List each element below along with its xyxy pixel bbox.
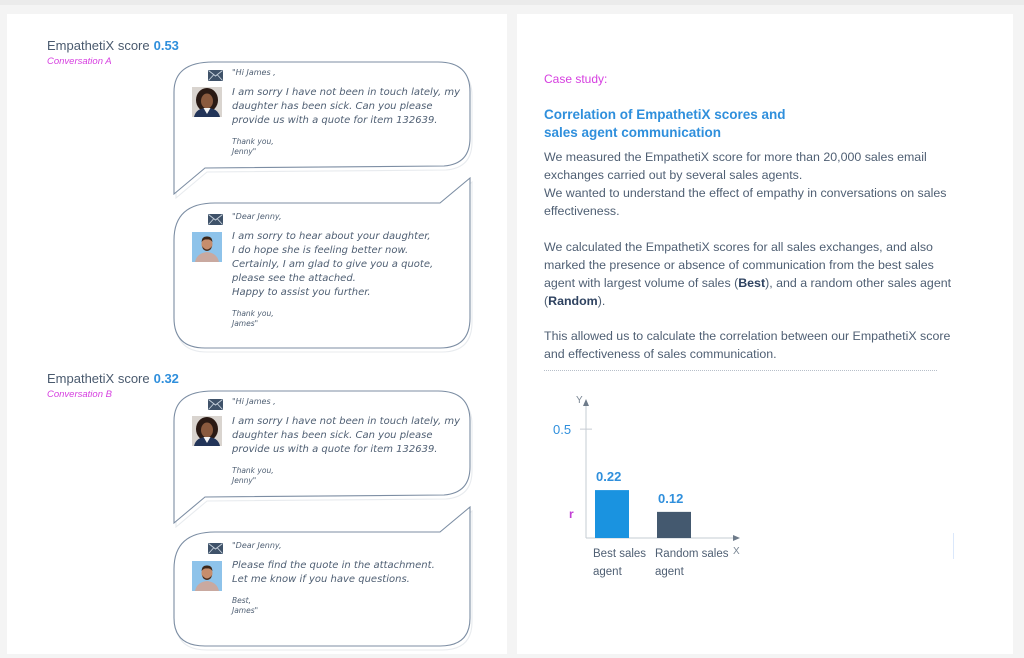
x-axis-arrow <box>733 535 740 541</box>
woman-avatar <box>192 87 222 117</box>
message-greeting: "Hi James , <box>232 397 276 406</box>
case-study-title <box>544 106 924 142</box>
message-greeting: "Hi James , <box>232 68 276 77</box>
message-body-line: I do hope she is feeling better now. <box>232 245 409 256</box>
mail-icon <box>208 214 223 225</box>
message-greeting: "Dear Jenny, <box>232 212 282 221</box>
paragraph-text: We measured the EmpathetiX score for more than 20,000 sales email exchanges carried out by several sales agents. <box>544 150 927 182</box>
message-body-line: Please find the quote in the attachment. <box>232 560 435 571</box>
bar-value-label: 0.12 <box>658 490 684 506</box>
score-value: 0.32 <box>153 371 179 386</box>
best-term: Best <box>738 276 766 290</box>
paragraph-conclusion: This allowed us to calculate the correlation between our EmpathetiX score and effectiveness of sales communication. <box>544 329 951 361</box>
category-label: agent <box>655 566 684 578</box>
score-line-b <box>47 371 179 386</box>
score-line-a <box>47 38 179 53</box>
mail-icon <box>208 70 223 81</box>
message-body-line: I am sorry to hear about your daughter, <box>232 231 431 242</box>
message-b-reply <box>232 541 462 616</box>
message-body-line: Happy to assist you further. <box>232 287 371 298</box>
message-body-line: Let me know if you have questions. <box>232 574 410 585</box>
message-body-line: please see the attached. <box>232 273 356 284</box>
message-a-incoming <box>232 68 462 157</box>
y-tick-label: 0.5 <box>553 422 572 438</box>
woman-avatar <box>192 416 222 446</box>
paragraph-method <box>544 238 954 310</box>
case-study-label: Case study: <box>544 72 608 86</box>
score-label: EmpathetiX score <box>47 38 150 53</box>
conversation-a-label: Conversation A <box>47 56 112 67</box>
category-label: Random sales <box>655 548 729 560</box>
message-signoff: Thank you, <box>232 309 274 318</box>
bar-value-label: 0.22 <box>596 469 622 485</box>
message-body: I am sorry I have not been in touch lately, my daughter has been sick. Can you please provide us with a quote for item 132639. <box>232 416 460 455</box>
title-line: sales agent communication <box>544 125 722 140</box>
man-avatar <box>192 561 222 591</box>
title-line: Correlation of EmpathetiX scores and <box>544 107 786 122</box>
correlation-bar-chart <box>540 385 770 585</box>
r-measure-label: r <box>569 507 574 521</box>
score-value: 0.53 <box>153 38 179 53</box>
message-signoff: Thank you, <box>232 137 274 146</box>
score-label: EmpathetiX score <box>47 371 150 386</box>
category-label: agent <box>593 566 622 578</box>
text-cursor <box>953 533 954 559</box>
x-axis-label: X <box>733 546 740 557</box>
message-a-reply <box>232 212 462 329</box>
paragraph-text: ). <box>597 294 606 308</box>
message-body-line: Certainly, I am glad to give you a quote, <box>232 259 434 270</box>
y-axis-label: Y <box>576 395 583 406</box>
message-signature: Jenny" <box>232 147 257 156</box>
y-axis-arrow <box>583 399 589 406</box>
man-avatar <box>192 232 222 262</box>
message-signoff: Best, <box>232 596 251 605</box>
bar-best <box>595 490 629 538</box>
paragraph-intro <box>544 148 954 220</box>
message-signoff: Thank you, <box>232 466 274 475</box>
mail-icon <box>208 399 223 410</box>
message-signature: James" <box>232 606 259 615</box>
message-signature: James" <box>232 319 259 328</box>
paragraph-text: We calculated the EmpathetiX scores for all sales exchanges, and also marked the presence or absence of communication from the best sales agent with largest volume of sales ( <box>544 240 934 290</box>
random-term: Random <box>548 294 598 308</box>
message-greeting: "Dear Jenny, <box>232 541 282 550</box>
message-body: I am sorry I have not been in touch lately, my daughter has been sick. Can you please provide us with a quote for item 132639. <box>232 87 460 126</box>
paragraph-text: ), and a random other sales agent ( <box>544 276 952 308</box>
mail-icon <box>208 543 223 554</box>
conversation-b-label: Conversation B <box>47 389 112 400</box>
paragraph-text: We wanted to understand the effect of empathy in conversations on sales effectiveness. <box>544 186 947 218</box>
message-signature: Jenny" <box>232 476 257 485</box>
message-b-incoming <box>232 397 462 486</box>
section-divider <box>544 370 937 371</box>
category-label: Best sales <box>593 548 647 560</box>
bar-random <box>657 512 691 538</box>
